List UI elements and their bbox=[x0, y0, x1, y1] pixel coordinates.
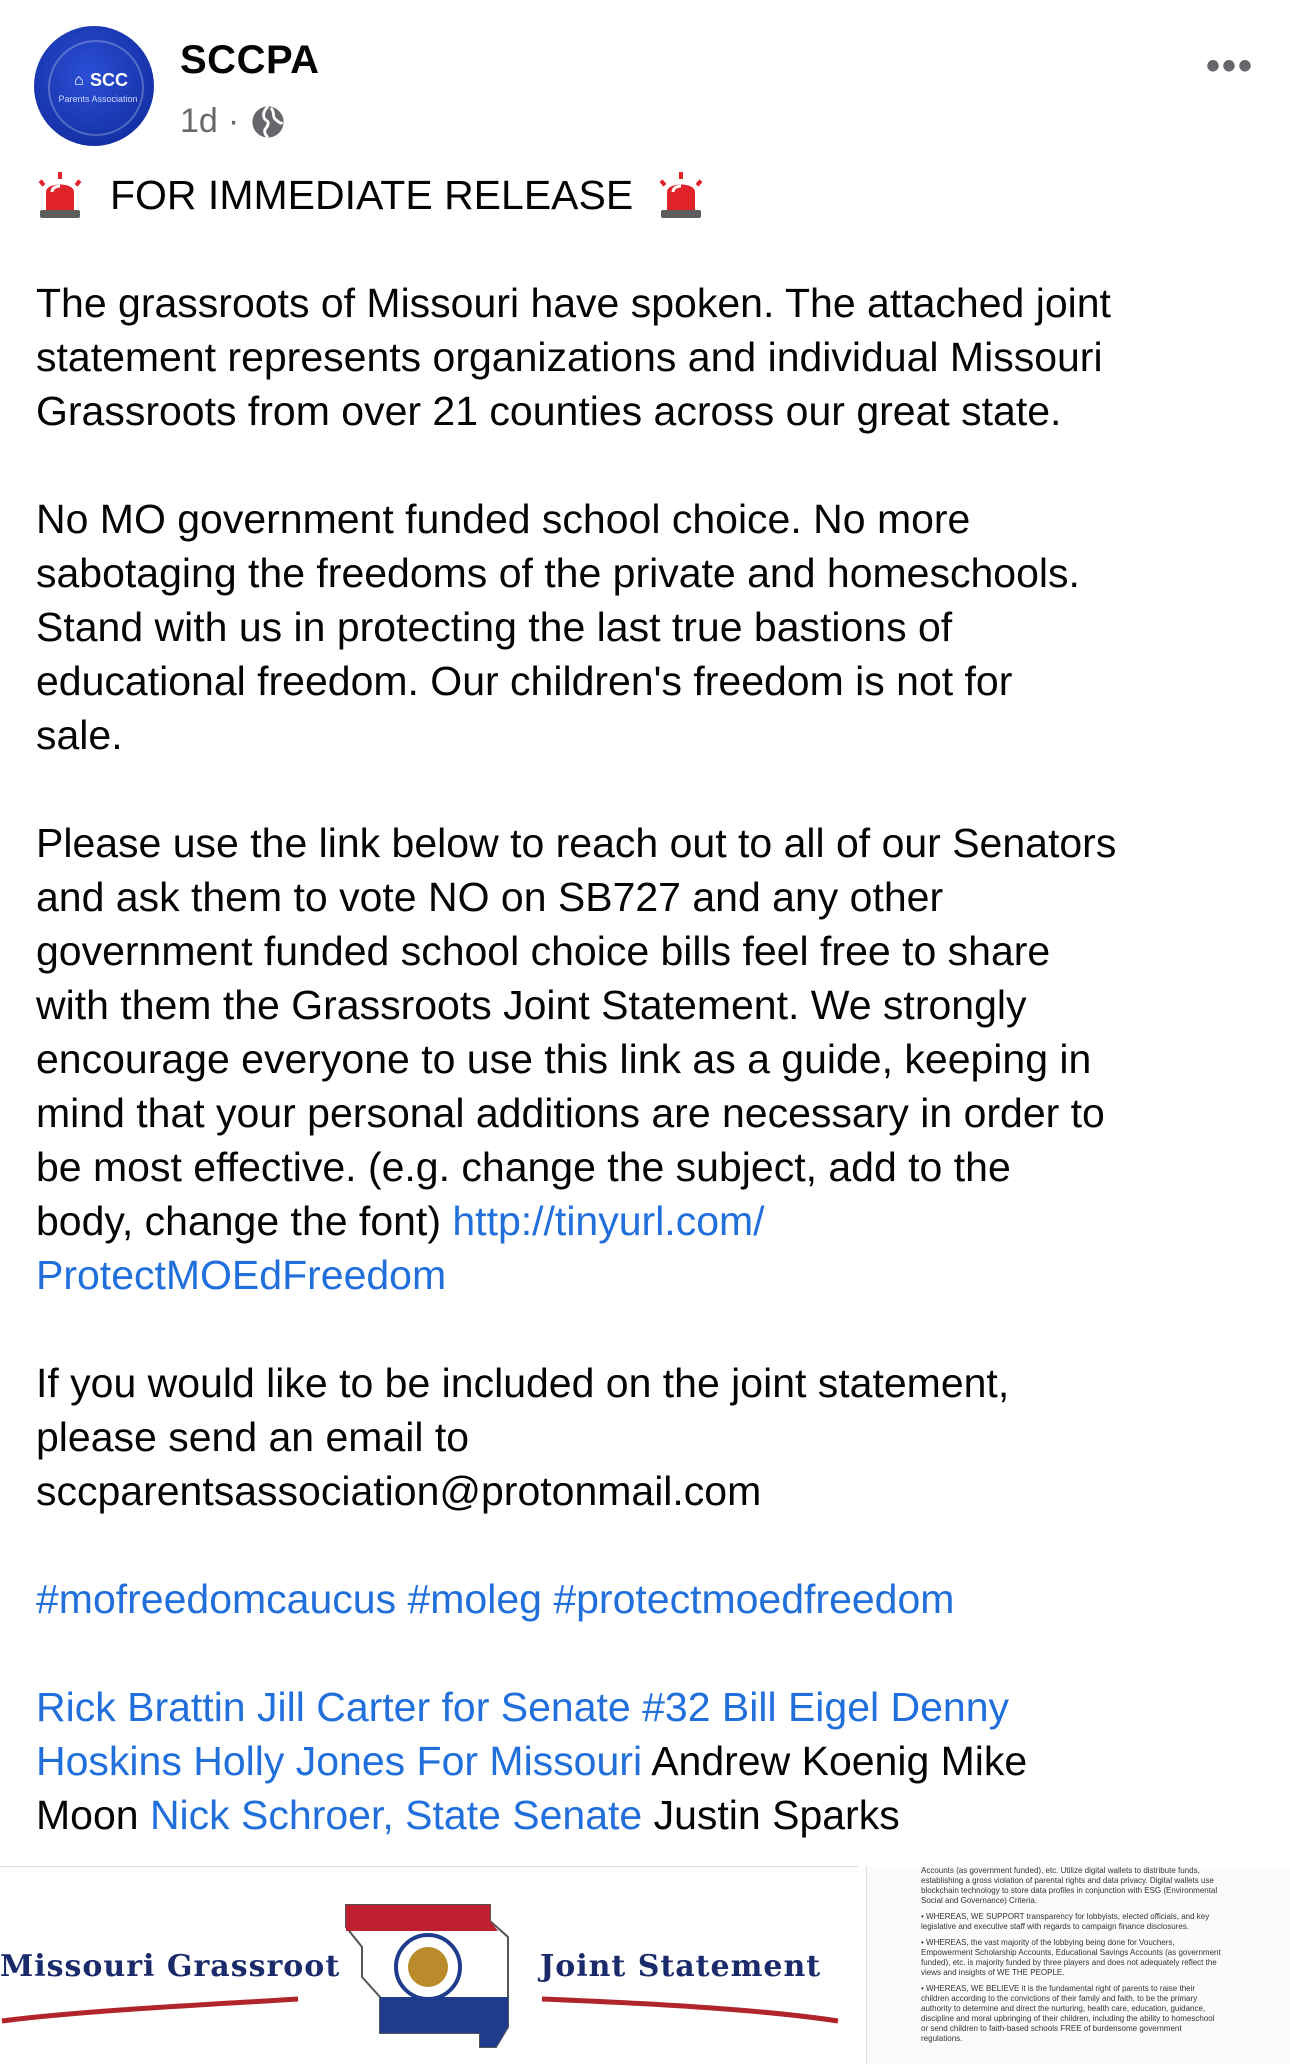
tagged-people bbox=[36, 1680, 1266, 1842]
post-meta bbox=[180, 102, 285, 141]
tag-links[interactable]: Hoskins Holly Jones For Missouri bbox=[36, 1738, 643, 1784]
text-line: Grassroots from over 21 counties across our great state. bbox=[36, 388, 1062, 434]
tag-plain: Moon bbox=[36, 1792, 150, 1838]
text-line: Stand with us in protecting the last true bastions of bbox=[36, 604, 953, 650]
doc-text-line: views and insights of WE THE PEOPLE. bbox=[921, 1968, 1065, 1977]
attached-images bbox=[0, 1866, 1290, 2064]
avatar-logo-subtext: Parents Association bbox=[58, 94, 138, 104]
doc-text-line: blockchain technology to store data profiles in conjunction with ESG (Environmental bbox=[921, 1886, 1218, 1895]
post-body bbox=[36, 168, 1266, 1842]
tag-links[interactable]: Rick Brattin Jill Carter for Senate #32 Bill Eigel Denny bbox=[36, 1684, 1010, 1730]
banner-left-text: Missouri Grassroot bbox=[0, 1949, 341, 1984]
hashtags[interactable]: #mofreedomcaucus #moleg #protectmoedfreedom bbox=[36, 1576, 955, 1622]
doc-text-line: regulations. bbox=[921, 2034, 963, 2043]
author-name[interactable]: SCCPA bbox=[180, 38, 320, 82]
globe-icon bbox=[251, 105, 285, 139]
swoosh-decoration bbox=[540, 1991, 840, 2031]
doc-text-line: discipline and moral upbringing of their children, including the ability to homeschool bbox=[921, 2014, 1215, 2023]
text-line bbox=[36, 1734, 1266, 1788]
avatar-logo-text: SCC bbox=[90, 70, 129, 90]
doc-text-line: • WHEREAS, the vast majority of the lobbying being done for Vouchers, bbox=[921, 1938, 1175, 1947]
text-line bbox=[36, 1194, 1266, 1248]
doc-text-line: funded), etc. is majority funded by three players and does not adequately reflect the bbox=[921, 1958, 1217, 1967]
tag-link-schroer[interactable]: Nick Schroer, State Senate bbox=[149, 1792, 643, 1838]
text-line: educational freedom. Our children's freedom is not for bbox=[36, 658, 1013, 704]
joint-statement-document-image[interactable] bbox=[866, 1866, 1290, 2064]
release-title: FOR IMMEDIATE RELEASE bbox=[110, 172, 634, 218]
text-line: statement represents organizations and individual Missouri bbox=[36, 334, 1103, 380]
doc-text-line: • WHEREAS, WE BELIEVE it is the fundamental right of parents to raise their bbox=[921, 1984, 1196, 1993]
doc-text-line: Social and Governance) Criteria. bbox=[921, 1896, 1038, 1905]
post-header bbox=[0, 0, 1290, 160]
meta-separator: · bbox=[227, 102, 240, 140]
joint-statement-banner-image[interactable] bbox=[0, 1866, 858, 2065]
text-line: mind that your personal additions are necessary in order to bbox=[36, 1090, 1105, 1136]
missouri-flag-map bbox=[340, 1897, 520, 2057]
house-icon: ⌂ bbox=[74, 72, 84, 89]
text-line: be most effective. (e.g. change the subject, add to the bbox=[36, 1144, 1011, 1190]
text-line: sabotaging the freedoms of the private and homeschools. bbox=[36, 550, 1080, 596]
tag-plain: Justin Sparks bbox=[642, 1792, 900, 1838]
banner-right-text: Joint Statement bbox=[540, 1949, 822, 1984]
text-line: sale. bbox=[36, 712, 123, 758]
text-line: If you would like to be included on the joint statement, bbox=[36, 1360, 1010, 1406]
doc-text-line: establishing a gross violation of parental rights and data privacy. Digital wallets use bbox=[921, 1876, 1214, 1885]
text-segment: body, change the font) bbox=[36, 1198, 453, 1244]
text-line: The grassroots of Missouri have spoken. The attached joint bbox=[36, 280, 1111, 326]
paragraph-grassroots bbox=[36, 276, 1266, 438]
doc-text-line: authority to determine and direct the nurturing, health care, education, guidance, bbox=[921, 2004, 1206, 2013]
tag-plain: Andrew Koenig Mike bbox=[642, 1738, 1028, 1784]
tinyurl-link-continued[interactable]: ProtectMOEdFreedom bbox=[36, 1252, 447, 1298]
text-line bbox=[36, 1248, 1266, 1302]
swoosh-decoration bbox=[0, 1991, 300, 2031]
doc-text-line: children according to the convictions of their family and faith, to be the primary bbox=[921, 1994, 1198, 2003]
text-line: government funded school choice bills feel free to share bbox=[36, 928, 1051, 974]
email-address: sccparentsassociation@protonmail.com bbox=[36, 1468, 762, 1514]
doc-text-line: or send children to faith-based schools FREE of burdensome government bbox=[921, 2024, 1182, 2033]
paragraph-email bbox=[36, 1356, 1266, 1518]
siren-icon bbox=[657, 170, 705, 220]
post-timestamp[interactable]: 1d bbox=[180, 102, 218, 140]
doc-text-line: legislative and executive staff with regards to campaign finance disclosures. bbox=[921, 1922, 1189, 1931]
tinyurl-link[interactable]: http://tinyurl.com/ bbox=[452, 1198, 765, 1244]
text-line bbox=[36, 1680, 1266, 1734]
paragraph-school-choice bbox=[36, 492, 1266, 762]
release-headline bbox=[36, 168, 1266, 222]
text-line: encourage everyone to use this link as a guide, keeping in bbox=[36, 1036, 1092, 1082]
text-line: please send an email to bbox=[36, 1414, 470, 1460]
text-line: and ask them to vote NO on SB727 and any other bbox=[36, 874, 944, 920]
text-line: with them the Grassroots Joint Statement. We strongly bbox=[36, 982, 1027, 1028]
text-line bbox=[36, 1788, 1266, 1842]
siren-icon bbox=[36, 170, 84, 220]
doc-text-line: Accounts (as government funded), etc. Utilize digital wallets to distribute funds, bbox=[921, 1866, 1200, 1875]
text-line: No MO government funded school choice. No more bbox=[36, 496, 971, 542]
doc-text-line: Empowerment Scholarship Accounts, Educational Savings Accounts (as government bbox=[921, 1948, 1221, 1957]
text-line: Please use the link below to reach out to all of our Senators bbox=[36, 820, 1117, 866]
doc-text-line: • WHEREAS, WE SUPPORT transparency for lobbyists, elected officials, and key bbox=[921, 1912, 1210, 1921]
more-options-button[interactable]: ••• bbox=[1205, 44, 1254, 88]
paragraph-call-to-action bbox=[36, 816, 1266, 1302]
page-avatar[interactable] bbox=[34, 26, 154, 146]
